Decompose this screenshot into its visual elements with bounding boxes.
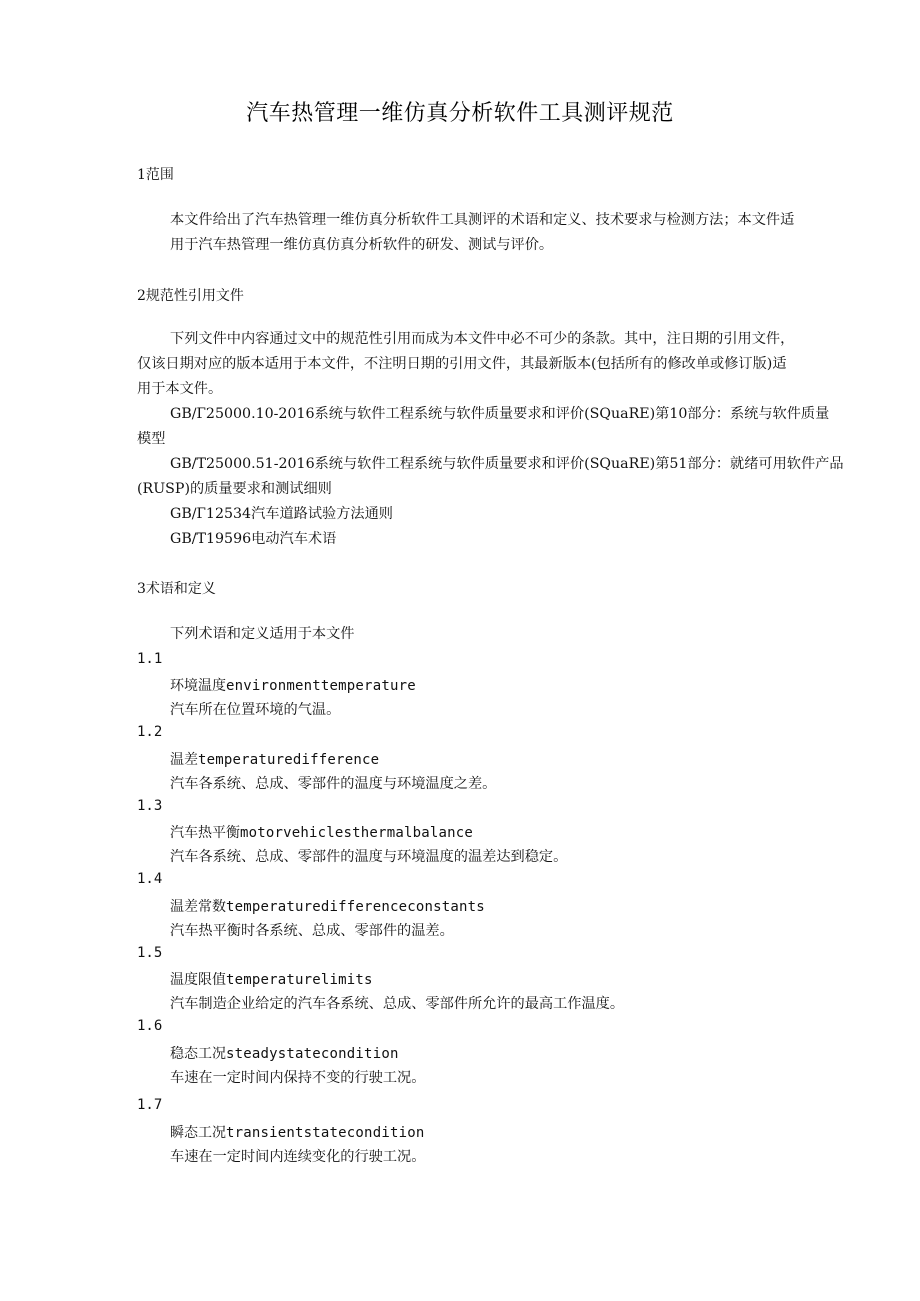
reference-item: GB/T19596电动汽车术语 [170,531,337,547]
paragraph-line: 用于本文件。 [137,381,223,397]
term-title: 环境温度environmenttemperature [170,678,416,694]
term-title: 温度限值temperaturelimits [170,972,373,988]
term-title: 瞬态工况transientstatecondition [170,1125,425,1141]
section-heading-scope: 1范围 [137,167,174,183]
reference-item: GB/T25000.51-2016系统与软件工程系统与软件质量要求和评价(SQuaRE)第51部分：就绪可用软件产品 [170,456,844,472]
term-number: 1.6 [137,1018,163,1034]
term-definition: 车速在一定时间内保持不变的行驶工况。 [170,1070,426,1086]
reference-item-continuation: (RUSP)的质量要求和测试细则 [137,481,332,497]
term-title: 温差常数temperaturedifferenceconstants [170,899,485,915]
term-title: 温差temperaturedifference [170,752,380,768]
terms-intro: 下列术语和定义适用于本文件 [170,626,355,642]
term-title: 汽车热平衡motorvehiclesthermalbalance [170,825,473,841]
term-definition: 汽车各系统、总成、零部件的温度与环境温度的温差达到稳定。 [170,849,568,865]
section-heading-terms: 3术语和定义 [137,581,216,597]
reference-item-continuation: 模型 [137,431,166,447]
term-number: 1.4 [137,871,163,887]
term-definition: 汽车热平衡时各系统、总成、零部件的温差。 [170,923,454,939]
term-number: 1.2 [137,724,163,740]
term-definition: 汽车制造企业给定的汽车各系统、总成、零部件所允许的最高工作温度。 [170,996,625,1012]
term-number: 1.3 [137,798,163,814]
term-number: 1.7 [137,1097,163,1113]
term-definition: 汽车所在位置环境的气温。 [170,702,341,718]
document-title: 汽车热管理一维仿真分析软件工具测评规范 [246,101,674,126]
section-heading-refs: 2规范性引用文件 [137,288,244,304]
paragraph-line: 用于汽车热管理一维仿真仿真分析软件的研发、测试与评价。 [170,237,554,253]
paragraph-line: 本文件给出了汽车热管理一维仿真分析软件工具测评的术语和定义、技术要求与检测方法；本文件适 [170,212,795,228]
reference-item: GB∕Г12534汽车道路试验方法通则 [170,506,393,522]
reference-item: GB∕Г25000.10-2016系统与软件工程系统与软件质量要求和评价(SQuaRE)第10部分：系统与软件质量 [170,406,830,422]
term-number: 1.1 [137,651,163,667]
term-definition: 汽车各系统、总成、零部件的温度与环境温度之差。 [170,776,497,792]
term-definition: 车速在一定时间内连续变化的行驶工况。 [170,1149,426,1165]
term-title: 稳态工况steadystatecondition [170,1046,399,1062]
paragraph-line: 下列文件中内容通过文中的规范性引用而成为本文件中必不可少的条款。其中，注日期的引用文件， [170,331,795,347]
paragraph-line: 仅该日期对应的版本适用于本文件，不注明日期的引用文件，其最新版本(包括所有的修改单或修订版)适 [137,356,787,372]
term-number: 1.5 [137,945,163,961]
